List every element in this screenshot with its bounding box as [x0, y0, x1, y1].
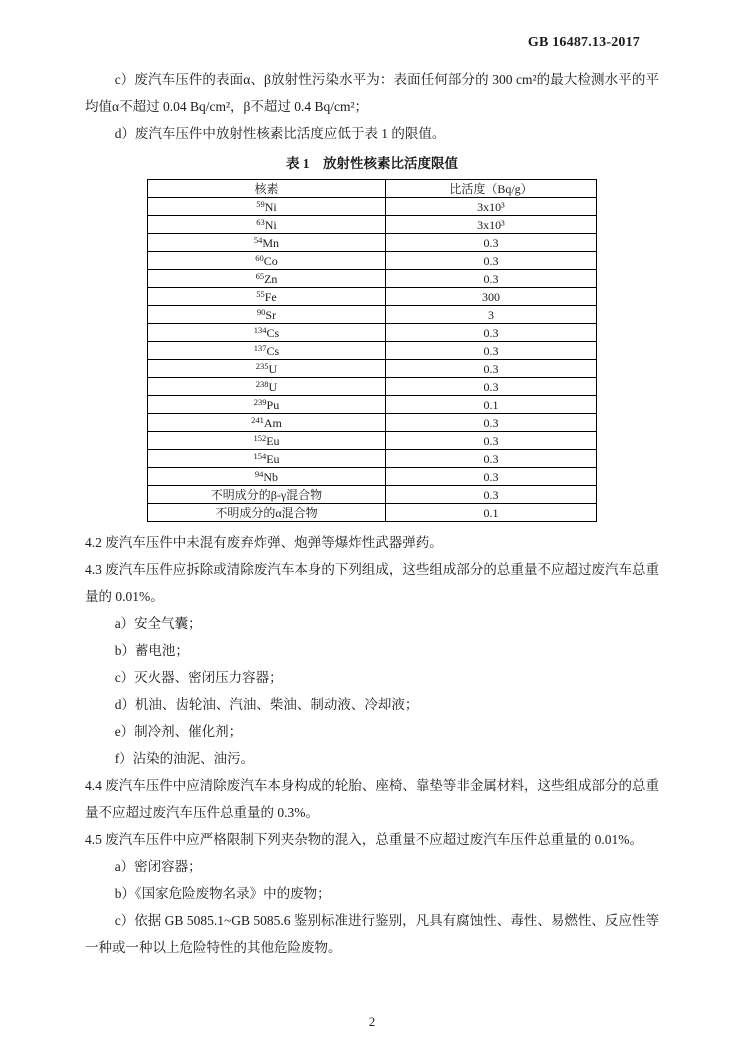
list-item-4-3-f: f）沾染的油泥、油污。 [114, 751, 255, 766]
clause-4-1-item-c: c）废汽车压件的表面α、β放射性污染水平为：表面任何部分的 300 cm²的最大检测水平的平均值α不超过 0.04 Bq/cm²，β不超过 0.4 Bq/cm²； [85, 72, 659, 114]
activity-value-cell: 0.1 [385, 396, 596, 414]
clause-4-1-item-d: d）废汽车压件中放射性核素比活度应低于表 1 的限值。 [114, 126, 446, 141]
page-content [85, 66, 659, 961]
clause-4-4: 4.4 废汽车压件中应清除废汽车本身构成的轮胎、座椅、靠垫等非金属材料，这些组成部分的总重量不应超过废汽车压件总重量的 0.3%。 [85, 778, 659, 820]
activity-value-cell: 0.3 [385, 450, 596, 468]
nuclide-cell: $^{239}$Pu [148, 396, 386, 414]
nuclide-cell: $^{60}$Co [148, 252, 386, 270]
table-row [148, 234, 597, 252]
table-row [148, 342, 597, 360]
nuclide-cell: $^{241}$Am [148, 414, 386, 432]
table-row [148, 378, 597, 396]
table1-nuclide-limits [147, 179, 597, 522]
table1-title: 表 1 放射性核素比活度限值 [285, 156, 459, 171]
table-row [148, 504, 597, 522]
list-item-4-5-c: c）依据 GB 5085.1~GB 5085.6 鉴别标准进行鉴别，凡具有腐蚀性、毒性、易燃性、反应性等一种或一种以上危险特性的其他危险废物。 [85, 913, 659, 955]
table1-body [148, 198, 597, 522]
list-item-4-3-c: c）灭火器、密闭压力容器； [114, 670, 283, 685]
activity-value-cell: 3x10³ [385, 198, 596, 216]
clause-4-5: 4.5 废汽车压件中应严格限制下列夹杂物的混入，总重量不应超过废汽车压件总重量的 0.01%。 [85, 832, 643, 847]
table-row [148, 270, 597, 288]
nuclide-cell: $^{134}$Cs [148, 324, 386, 342]
nuclide-cell: 不明成分的α混合物 [148, 504, 386, 522]
clause-4-2: 4.2 废汽车压件中未混有废弃炸弹、炮弹等爆炸性武器弹药。 [85, 535, 443, 550]
activity-value-cell: 0.3 [385, 234, 596, 252]
table-row [148, 468, 597, 486]
table-row [148, 198, 597, 216]
table1-header-row [148, 180, 597, 198]
activity-value-cell: 0.3 [385, 342, 596, 360]
list-item-4-3-d: d）机油、齿轮油、汽油、柴油、制动液、冷却液； [114, 697, 419, 712]
nuclide-cell: $^{90}$Sr [148, 306, 386, 324]
activity-value-cell: 0.3 [385, 468, 596, 486]
table-row [148, 486, 597, 504]
standard-number: GB 16487.13-2017 [527, 35, 640, 50]
activity-value-cell: 0.3 [385, 378, 596, 396]
table-row [148, 432, 597, 450]
table-row [148, 288, 597, 306]
activity-value-cell: 3x10³ [385, 216, 596, 234]
activity-value-cell: 0.3 [385, 486, 596, 504]
activity-value-cell: 0.3 [385, 270, 596, 288]
table-row [148, 216, 597, 234]
list-item-4-3-a: a）安全气囊； [114, 616, 202, 631]
nuclide-cell: $^{65}$Zn [148, 270, 386, 288]
list-item-4-3-b: b）蓄电池； [114, 643, 189, 658]
clause-4-3: 4.3 废汽车压件应拆除或清除废汽车本身的下列组成，这些组成部分的总重量不应超过废汽车总重量的 0.01%。 [85, 562, 659, 604]
list-item-4-5-b: b）《国家危险废物名录》中的废物； [114, 886, 331, 901]
col-header-nuclide: 核素 [148, 180, 386, 198]
activity-value-cell: 3 [385, 306, 596, 324]
nuclide-cell: $^{154}$Eu [148, 450, 386, 468]
activity-value-cell: 300 [385, 288, 596, 306]
nuclide-cell: $^{63}$Ni [148, 216, 386, 234]
table-row [148, 324, 597, 342]
table-row [148, 414, 597, 432]
nuclide-cell: $^{235}$U [148, 360, 386, 378]
nuclide-cell: 不明成分的β-γ混合物 [148, 486, 386, 504]
page-number: 2 [368, 1014, 376, 1029]
nuclide-cell: $^{55}$Fe [148, 288, 386, 306]
activity-value-cell: 0.3 [385, 324, 596, 342]
table-row [148, 306, 597, 324]
nuclide-cell: $^{59}$Ni [148, 198, 386, 216]
table-row [148, 252, 597, 270]
activity-value-cell: 0.3 [385, 252, 596, 270]
activity-value-cell: 0.3 [385, 360, 596, 378]
list-item-4-3-e: e）制冷剂、催化剂； [114, 724, 243, 739]
activity-value-cell: 0.3 [385, 414, 596, 432]
table-row [148, 396, 597, 414]
table-row [148, 360, 597, 378]
nuclide-cell: $^{94}$Nb [148, 468, 386, 486]
activity-value-cell: 0.3 [385, 432, 596, 450]
col-header-activity: 比活度（Bq/g） [385, 180, 596, 198]
nuclide-cell: $^{238}$U [148, 378, 386, 396]
nuclide-cell: $^{54}$Mn [148, 234, 386, 252]
list-item-4-5-a: a）密闭容器； [114, 859, 202, 874]
nuclide-cell: $^{152}$Eu [148, 432, 386, 450]
table-row [148, 450, 597, 468]
activity-value-cell: 0.1 [385, 504, 596, 522]
nuclide-cell: $^{137}$Cs [148, 342, 386, 360]
